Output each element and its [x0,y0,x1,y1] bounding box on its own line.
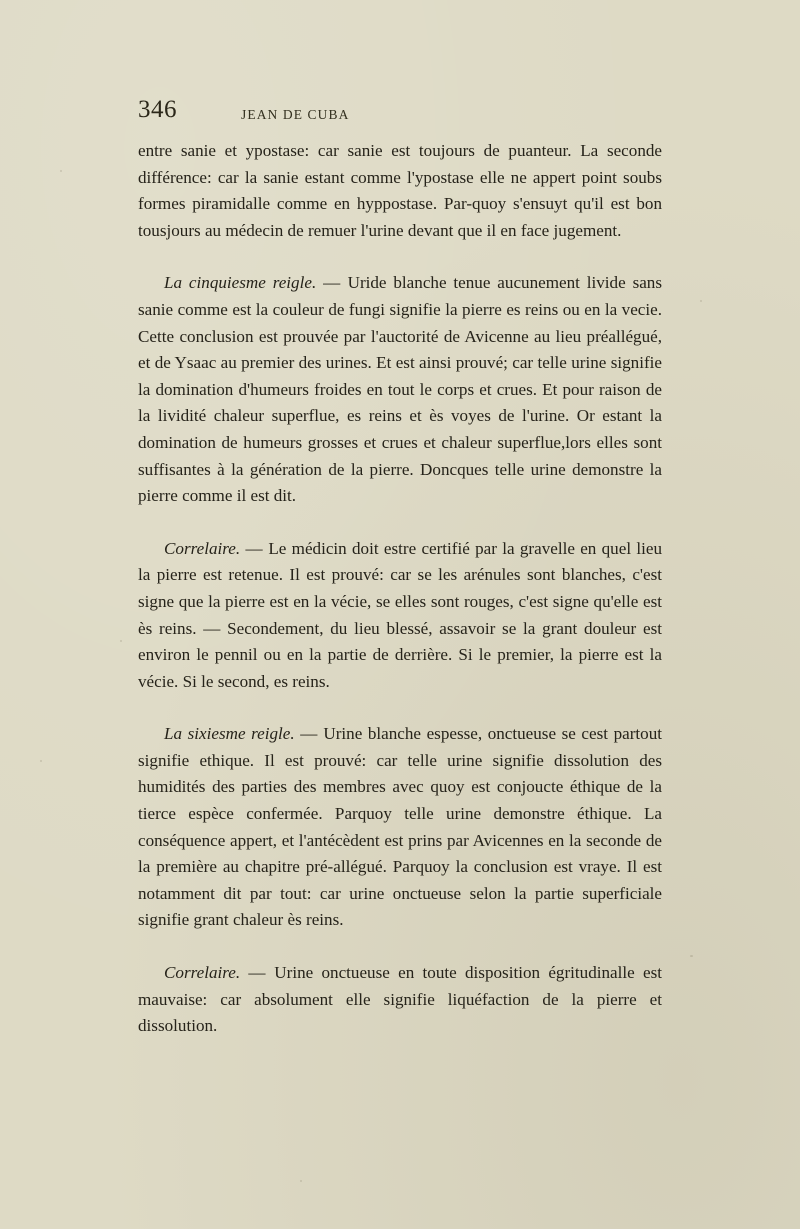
paragraph-sixiesme-reigle [138,721,662,934]
paragraph-correlaire-2 [138,960,662,1040]
correlaire-body-2: Urine onctueuse en toute disposition égritudinalle est mauvaise: car absolument elle signifie liquéfaction de la pierre et dissolution. [138,963,662,1036]
correlaire-heading-1: Correlaire. [164,538,241,558]
rule-body-cinquiesme: Uride blanche tenue aucunement livide sans sanie comme est la couleur de fungi signifie la pierre es reins ou en la vecie. Cette conclusion est prouvée par l'auctorité de Avicenne au lieu préallégué, et de Ysaac au premier des urines. Et est ainsi prouvé; car telle urine signifie la domination d'humeurs froides en tout le corps et crues. Et pour raison de la lividité chaleur superflue, es reins et ès voyes de l'urine. Or estant la domination de humeurs grosses et crues et chaleur superflue,lors elles sont suffisantes à la génération de la pierre. Doncques telle urine demonstre la pierre comme il est dit. [138,273,663,506]
running-head: JEAN DE CUBA [241,107,350,122]
rule-heading-cinquiesme: La cinquiesme reigle. [164,273,317,293]
em-dash-3: — [300,724,318,744]
paragraph-sanie-ypostase: entre sanie et ypostase: car sanie est toujours de puanteur. La seconde différence: car la sanie estant comme l'ypostase elle ne appert point soubs formes piramidalle comme en hyppostase. Par-quoy s'ensuyt qu'il est bon tousjours au médecin de remuer l'urine devant que il en face jugement. [138,141,662,240]
paragraph-correlaire-1 [138,536,662,696]
paragraph-cinquiesme-reigle [138,270,662,509]
correlaire-heading-2: Correlaire. [164,963,241,983]
em-dash-4: — [248,963,267,983]
rule-heading-sixiesme: La sixiesme reigle. [164,724,295,744]
page-number: 346 [138,96,177,123]
page-header [138,96,662,138]
rule-body-sixiesme: Urine blanche espesse, onctueuse se cest partout signifie ethique. Il est prouvé: car telle urine signifie dissolution des humidités des parties des membres avec quoy est conjoucte éthique de la tierce espèce confermée. Parquoy telle urine demonstre éthique. La conséquence appert, et l'antécèdent est prins par Avicennes en la seconde de la première au chapitre pré-allégué. Parquoy la conclusion est vraye. Il est notamment dit par tout: car urine onctueuse selon la partie superficiale signifie grant chaleur ès reins. [138,724,662,930]
page-content [138,96,662,1040]
em-dash-1: — [323,273,341,293]
em-dash-2: — [245,538,264,558]
correlaire-body-1: Le médicin doit estre certifié par la gravelle en quel lieu la pierre est retenue. Il est prouvé: car se les arénules sont blanches, c'est signe que la pierre est en la vécie, se elles sont rouges, c'est signe qu'elle est ès reins. — Secondement, du lieu blessé, assavoir se la grant douleur est environ le pennil ou en la partie de derrière. Si le premier, la pierre est la vécie. Si le second, es reins. [138,538,662,691]
